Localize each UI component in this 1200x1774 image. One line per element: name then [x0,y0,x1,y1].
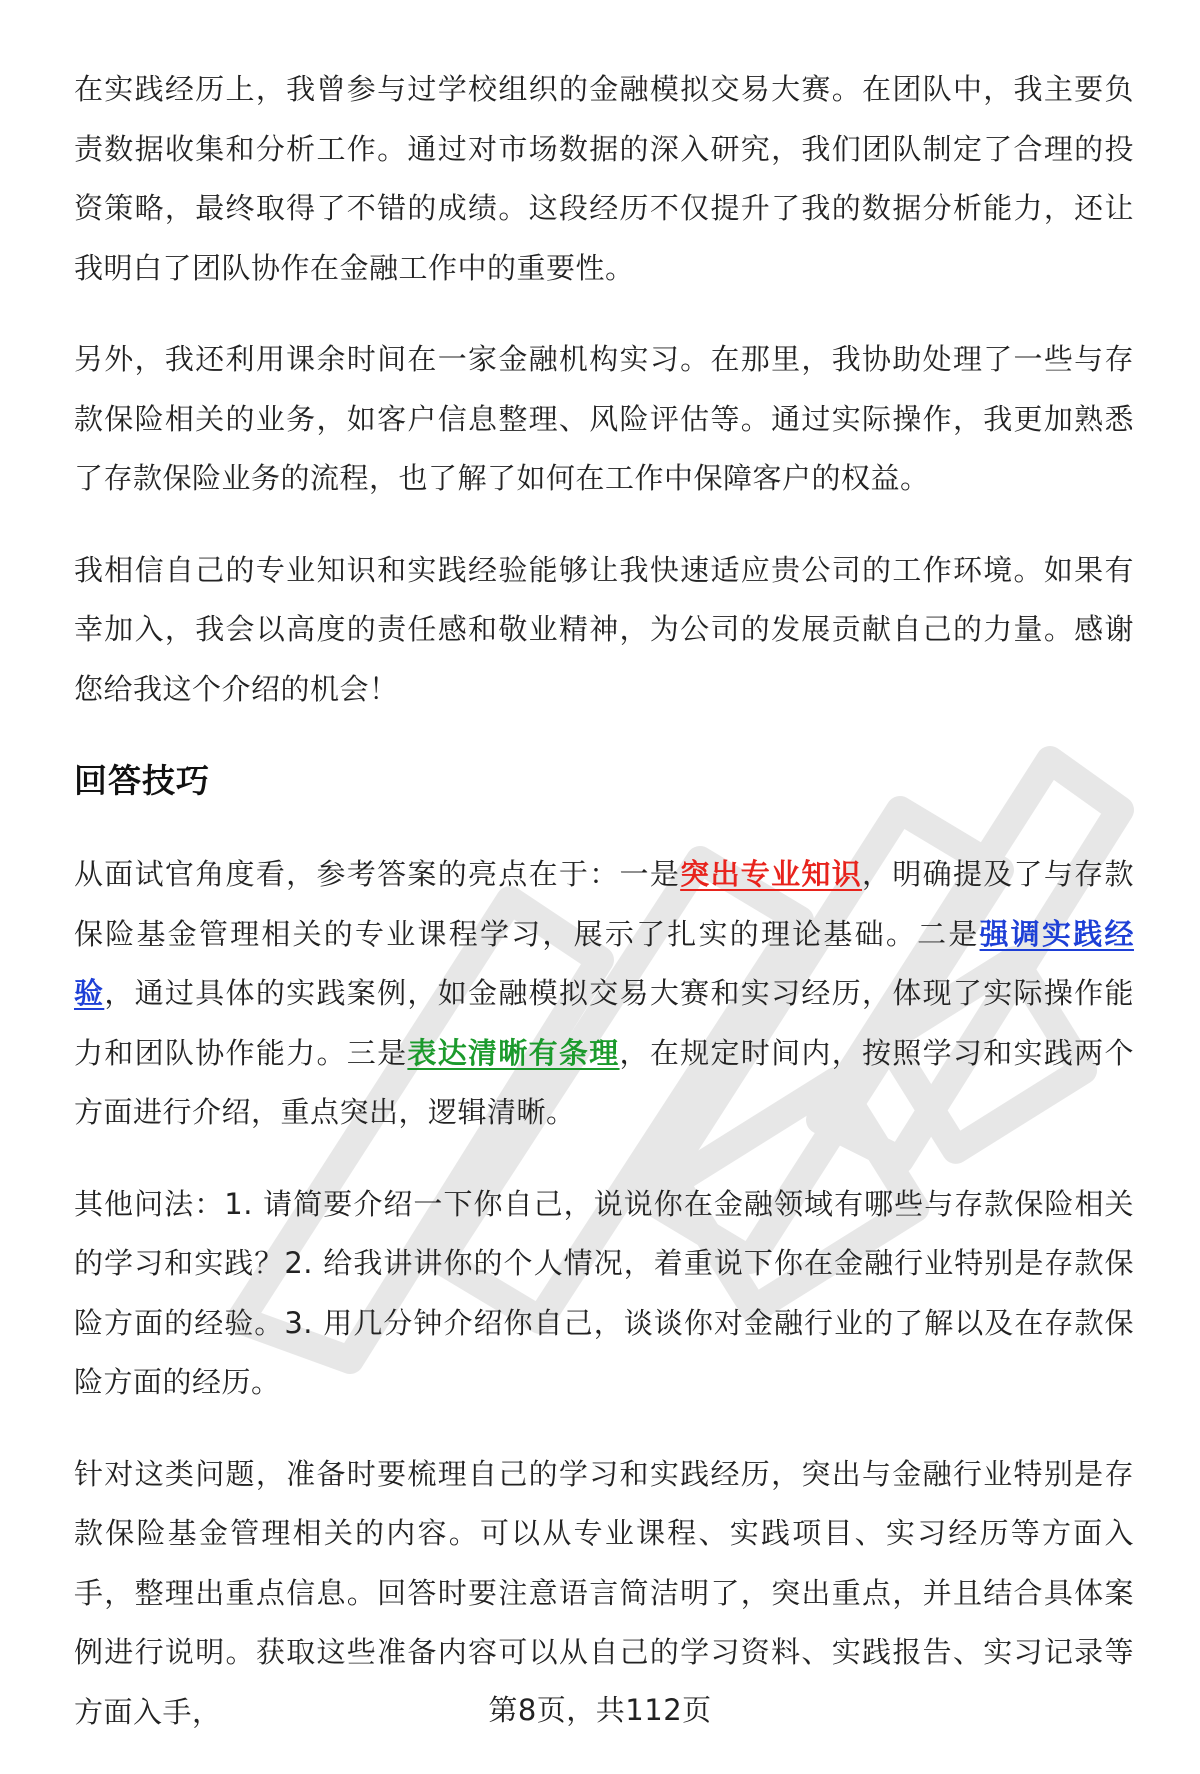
paragraph-preparation: 针对这类问题，准备时要梳理自己的学习和实践经历，突出与金融行业特别是存款保险基金管理相关的内容。可以从专业课程、实践项目、实习经历等方面入手，整理出重点信息。回答时要注意语言简洁明了，突出重点，并且结合具体案例进行说明。获取这些准备内容可以从自己的学习资料、实践报告、实习记录等方面入手， [74,1456,1134,1729]
page-number-footer: 第8页，共112页 [488,1693,712,1727]
paragraph-practice-experience: 在实践经历上，我曾参与过学校组织的金融模拟交易大赛。在团队中，我主要负责数据收集和分析工作。通过对市场数据的深入研究，我们团队制定了合理的投资策略，最终取得了不错的成绩。这段经历不仅提升了我的数据分析能力，还让我明白了团队协作在金融工作中的重要性。 [74,72,1134,285]
section-heading-answer-tips: 回答技巧 [74,761,210,800]
paragraph-other-questions: 其他问法：1. 请简要介绍一下你自己，说说你在金融领域有哪些与存款保险相关的学习和实践？2. 给我讲讲你的个人情况，着重说下你在金融行业特别是存款保险方面的经验。3. 用几分钟介绍你自己，谈谈你对金融行业的了解以及在存款保险方面的经历。 [74,1186,1134,1399]
tips-mid-text-1: ，明确提及了与存款保险基金管理相关的专业课程学习，展示了扎实的理论基础。二是 [74,857,1134,951]
paragraph-internship: 另外，我还利用课余时间在一家金融机构实习。在那里，我协助处理了一些与存款保险相关的业务，如客户信息整理、风险评估等。通过实际操作，我更加熟悉了存款保险业务的流程，也了解了如何在工作中保障客户的权益。 [74,342,1134,495]
highlight-clear-expression: 表达清晰有条理 [407,1035,620,1070]
paragraph-interviewer-perspective [74,845,1134,1143]
main-content [74,60,1134,1774]
highlight-practical-experience: 强调实践经验 [74,916,1134,1010]
tips-intro-text: 从面试官角度看，参考答案的亮点在于：一是 [74,857,681,891]
tips-end-text: ，在规定时间内，按照学习和实践两个方面进行介绍，重点突出，逻辑清晰。 [74,1035,1134,1129]
highlight-professional-knowledge: 突出专业知识 [680,857,863,891]
paragraph-closing: 我相信自己的专业知识和实践经验能够让我快速适应贵公司的工作环境。如果有幸加入，我会以高度的责任感和敬业精神，为公司的发展贡献自己的力量。感谢您给我这个介绍的机会！ [74,552,1134,706]
tips-mid-text-2: ，通过具体的实践案例，如金融模拟交易大赛和实习经历，体现了实际操作能力和团队协作能力。三是 [74,976,1134,1070]
